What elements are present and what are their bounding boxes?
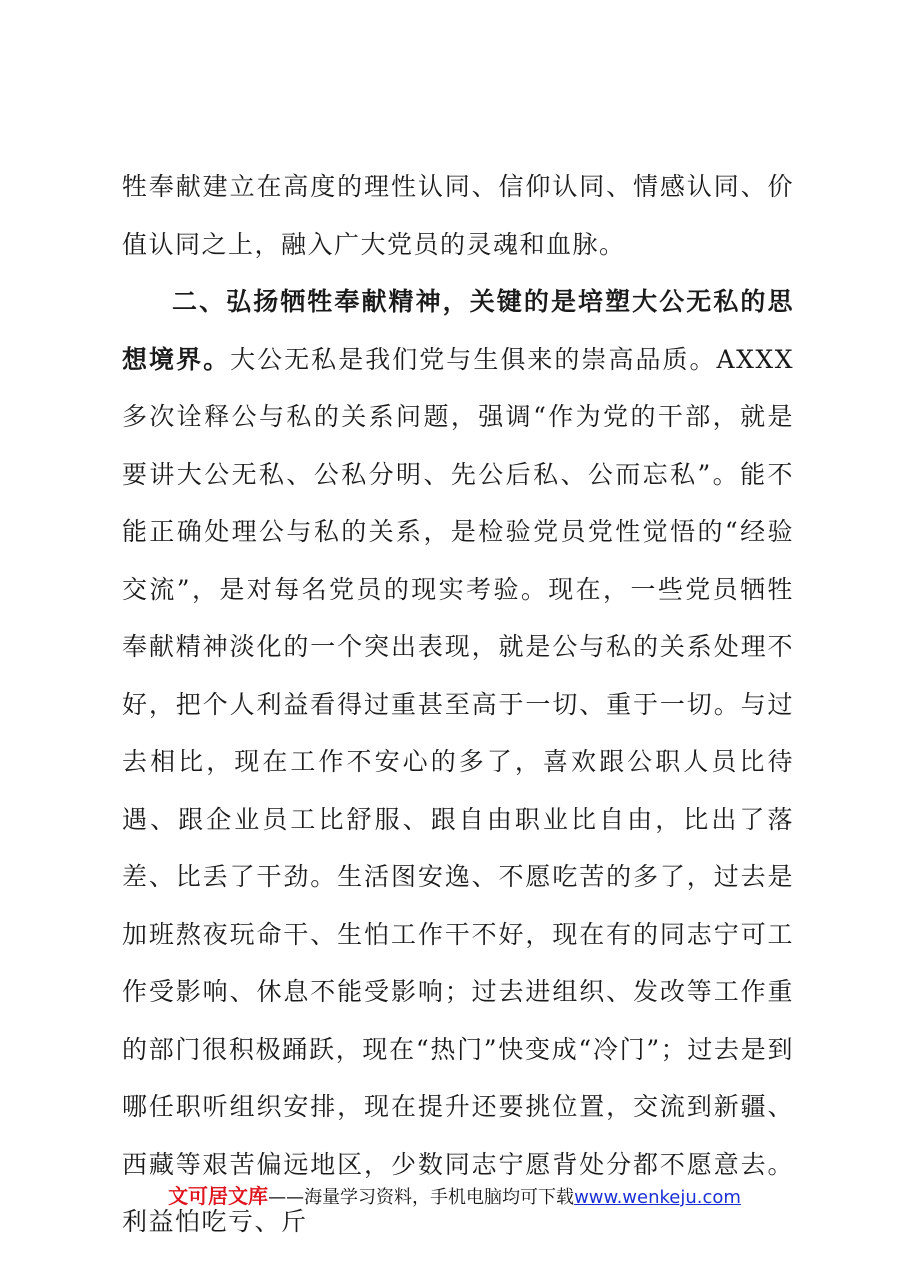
- paragraph-section-two: [122, 273, 794, 1251]
- footer-link[interactable]: www.wenkeju.com: [574, 1187, 741, 1208]
- paragraph-text: 牲奉献建立在高度的理性认同、信仰认同、情感认同、价值认同之上，融入广大党员的灵魂和血脉。: [122, 172, 794, 259]
- footer-brand: 文可居文库: [168, 1184, 269, 1208]
- paragraph-text: 大公无私是我们党与生俱来的崇高品质。AXXX多次诠释公与私的关系问题，强调“作为党的干部，就是要讲大公无私、公私分明、先公后私、公而忘私”。能不能正确处理公与私的关系，是检验党员党性觉悟的“经验交流”，是对每名党员的现实考验。现在，一些党员牺牲奉献精神淡化的一个突出表现，就是公与私的关系处理不好，把个人利益看得过重甚至高于一切、重于一切。与过去相比，现在工作不安心的多了，喜欢跟公职人员比待遇、跟企业员工比舒服、跟自由职业比自由，比出了落差、比丢了干劲。生活图安逸、不愿吃苦的多了，过去是加班熬夜玩命干、生怕工作干不好，现在有的同志宁可工作受影响、休息不能受影响；过去进组织、发改等工作重的部门很积极踊跃，现在“热门”快变成“冷门”；过去是到哪任职听组织安排，现在提升还要挑位置，交流到新疆、西藏等艰苦偏远地区，少数同志宁愿背处分都不愿意去。利益怕吃亏、斤: [122, 344, 794, 1236]
- footer-tagline: ——海量学习资料，手机电脑均可下载: [268, 1187, 575, 1208]
- paragraph-continuation: [122, 158, 794, 273]
- section-heading: 二、弘扬牺牲奉献精神，关键的是培塑大公无私的思想境界。: [122, 287, 794, 374]
- page-footer: [0, 1180, 909, 1209]
- document-body: [122, 158, 794, 1251]
